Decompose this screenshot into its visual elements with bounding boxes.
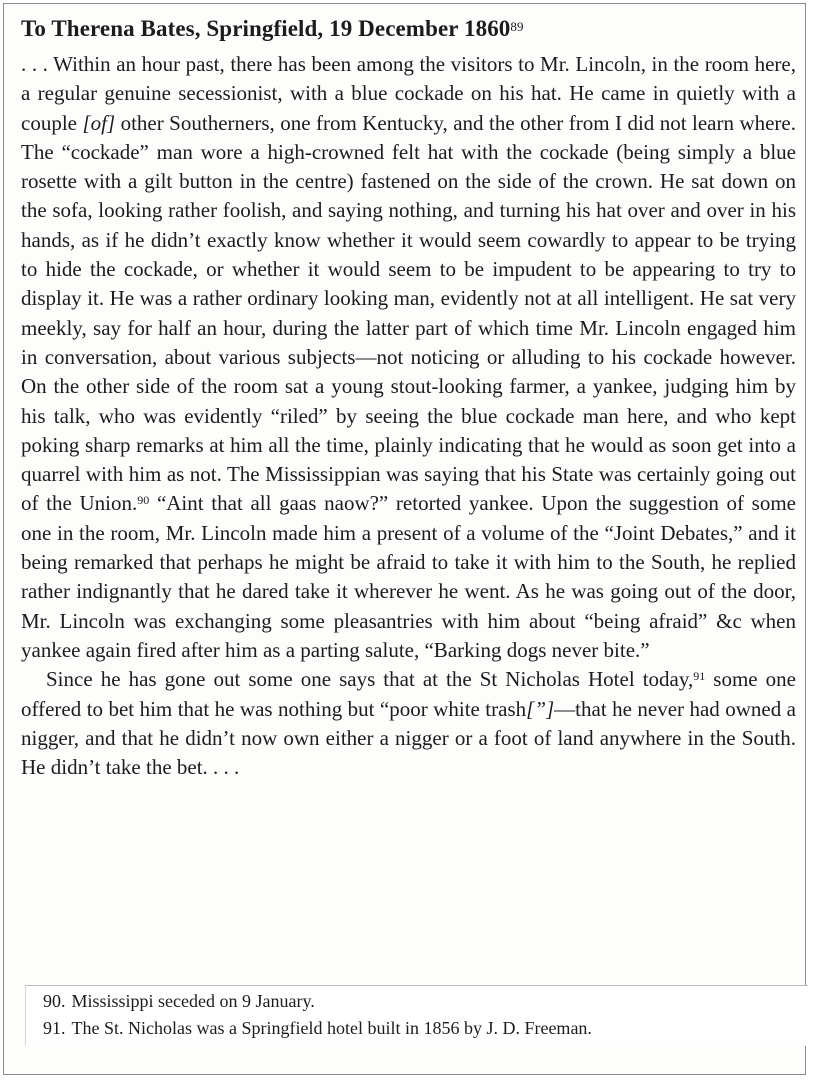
footnote-number: 91.	[43, 1018, 66, 1038]
footnote-text: Mississippi seceded on 9 January.	[71, 991, 315, 1011]
editorial-insertion: [of]	[82, 110, 116, 135]
paragraph-1	[21, 50, 796, 665]
paragraph-1-text-b: other Southerners, one from Kentucky, and the other from I did not learn where. The “cockade” man wore a high-crowned felt hat with the cockade (being simply a blue rosette with a gilt button in the centre) fastened on the side of the crown. He sat down on the sofa, looking rather foolish, and saying nothing, and turning his hat over and over in his hands, as if he didn’t exactly know whether it would seem cowardly to appear to be trying to hide the cockade, or whether it would seem to be impudent to be appearing to try to display it. He was a rather ordinary looking man, evidently not at all intelligent. He sat very meekly, say for half an hour, during the latter part of which time Mr. Lincoln engaged him in conversation, about various subjects—not noticing or alluding to his cockade however. On the other side of the room sat a young stout-looking farmer, a yankee, judging him by his talk, who was evidently “riled” by seeing the blue cockade man here, and who kept poking sharp remarks at him all the time, plainly indicating that he would as soon get into a quarrel with him as not. The Mississippian was saying that his State was certainly going out of the Union.	[21, 110, 796, 516]
footnotes	[43, 988, 803, 1042]
footnote-ref-89: 89	[510, 19, 524, 34]
heading-title: To Therena Bates, Springfield, 19 December 1860	[21, 16, 511, 41]
footnote-text: The St. Nicholas was a Springfield hotel built in 1856 by J. D. Freeman.	[71, 1018, 592, 1038]
paragraph-2	[21, 665, 796, 782]
footnote-90	[43, 988, 803, 1015]
paragraph-2-text-b: some one offered to bet him that he was nothing but “poor white trash	[21, 667, 796, 721]
letter-heading	[21, 14, 806, 44]
paragraph-2-text-c: —that he never had owned a nigger, and that he didn’t now own either a nigger or a foot of land anywhere in the South. He didn’t take the bet. . . .	[21, 696, 797, 780]
footnote-ref-91: 91	[693, 669, 706, 684]
paragraph-2-text-a: Since he has gone out some one says that at the St Nicholas Hotel today,	[46, 667, 694, 692]
paragraph-1-text-c: “Aint that all gaas naow?” retorted yankee. Upon the suggestion of some one in the room, Mr. Lincoln made him a present of a volume of the “Joint Debates,” and it being remarked that perhaps he might be afraid to take it with him to the South, he replied rather indignantly that he dared take it wherever he went. As he was going out of the door, Mr. Lincoln was exchanging some pleasantries with him about “being afraid” &c when yankee again fired after him as a parting salute, “Barking dogs never bite.”	[21, 491, 796, 662]
editorial-insertion-quote: [”]	[526, 696, 555, 721]
footnote-ref-90: 90	[137, 493, 150, 508]
footnote-number: 90.	[43, 991, 66, 1011]
footnote-91	[43, 1015, 803, 1042]
letter-body	[10, 50, 806, 782]
letter-excerpt	[10, 14, 806, 782]
paragraph-1-text-a: . . . Within an hour past, there has been among the visitors to Mr. Lincoln, in the room here, a regular genuine secessionist, with a blue cockade on his hat. He came in quietly with a couple	[21, 52, 796, 135]
